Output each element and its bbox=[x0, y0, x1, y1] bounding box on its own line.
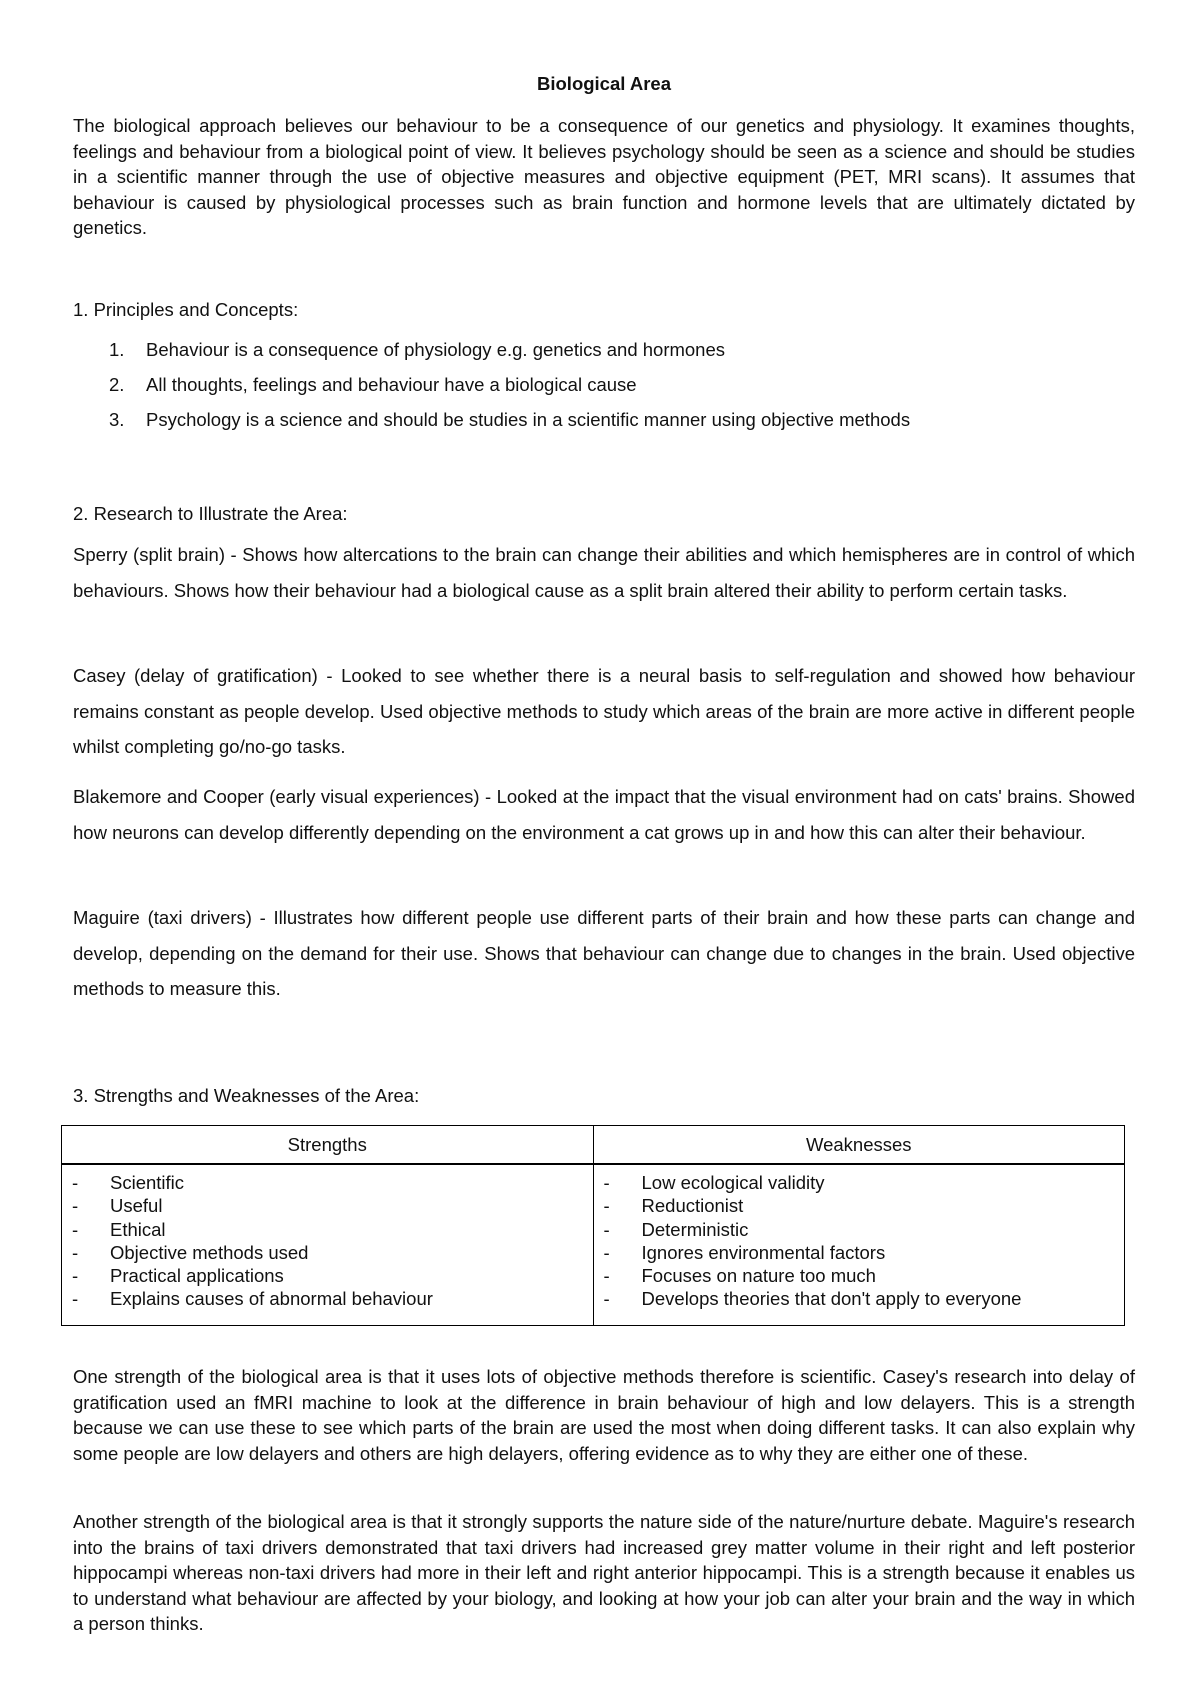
strength-item: - Objective methods used bbox=[72, 1241, 309, 1263]
section-1-heading: 1. Principles and Concepts: bbox=[73, 299, 299, 320]
weakness-item: - Reductionist bbox=[603, 1195, 744, 1217]
intro-paragraph: The biological approach believes our behaviour to be a consequence of our genetics and physiology. It examines thoughts, feelings and behaviour from a biological point of view. It believes psychology should be seen as a science and should be studies in a scientific manner through the use of objective measures and objective equipment (PET, MRI scans). It assumes that behaviour is caused by physiological processes such as brain function and hormone levels that are ultimately dictated by genetics. bbox=[73, 115, 1135, 238]
study-blakemore-cooper: Blakemore and Cooper (early visual experiences) - Looked at the impact that the visual environment had on cats' brains. Showed how neurons can develop differently depending on the environment a cat grows up in and how this can alter their behaviour. bbox=[73, 786, 1135, 843]
strengths-weaknesses-table bbox=[61, 1125, 1125, 1326]
study-maguire: Maguire (taxi drivers) - Illustrates how different people use different parts of their brain and how these parts can change and develop, depending on the demand for their use. Shows that behaviour can change due to changes in the brain. Used objective methods to measure this. bbox=[73, 907, 1135, 999]
weaknesses-list bbox=[594, 1171, 1125, 1311]
principle-item bbox=[73, 408, 910, 443]
weakness-item: - Deterministic bbox=[603, 1218, 749, 1240]
list-number: 1. bbox=[109, 339, 125, 360]
strengths-list bbox=[62, 1171, 593, 1311]
strength-paragraph-2: Another strength of the biological area is that it strongly supports the nature side of the nature/nurture debate. Maguire's research into the brains of taxi drivers demonstrated that taxi drivers had increased grey matter volume in their right and left posterior hippocampi whereas non-taxi drivers had more in their left and right anterior hippocampi. This is a strength because it enables us to understand what behaviour are affected by your biology, and looking at how your job can alter your brain and the way in which a person thinks. bbox=[73, 1511, 1135, 1634]
principle-text: All thoughts, feelings and behaviour have a biological cause bbox=[146, 374, 637, 395]
weakness-item: - Focuses on nature too much bbox=[603, 1265, 876, 1287]
strength-item: - Practical applications bbox=[72, 1265, 284, 1287]
principle-item bbox=[73, 338, 910, 373]
weaknesses-header: Weaknesses bbox=[593, 1126, 1125, 1165]
section-3-heading: 3. Strengths and Weaknesses of the Area: bbox=[73, 1085, 420, 1106]
list-number: 3. bbox=[109, 409, 125, 430]
document-title: Biological Area bbox=[537, 73, 671, 94]
strength-item: - Useful bbox=[72, 1195, 163, 1217]
strength-item: - Explains causes of abnormal behaviour bbox=[72, 1288, 433, 1310]
weakness-item: - Low ecological validity bbox=[603, 1172, 825, 1193]
strength-item: - Ethical bbox=[72, 1218, 166, 1240]
principle-text: Behaviour is a consequence of physiology e.g. genetics and hormones bbox=[146, 339, 726, 360]
list-number: 2. bbox=[109, 374, 125, 395]
principles-list bbox=[73, 338, 910, 443]
principle-text: Psychology is a science and should be studies in a scientific manner using objective methods bbox=[146, 409, 911, 430]
weaknesses-cell bbox=[593, 1164, 1125, 1325]
study-casey: Casey (delay of gratification) - Looked to see whether there is a neural basis to self-regulation and showed how behaviour remains constant as people develop. Used objective methods to study which areas of the brain are more active in different people whilst completing go/no-go tasks. bbox=[73, 665, 1135, 757]
strength-item: - Scientific bbox=[72, 1172, 185, 1193]
section-2-heading: 2. Research to Illustrate the Area: bbox=[73, 503, 348, 524]
strengths-header: Strengths bbox=[62, 1126, 594, 1165]
strengths-cell bbox=[62, 1164, 594, 1325]
weakness-item: - Develops theories that don't apply to everyone bbox=[603, 1288, 1022, 1310]
study-sperry: Sperry (split brain) - Shows how altercations to the brain can change their abilities and which hemispheres are in control of which behaviours. Shows how their behaviour had a biological cause as a split brain altered their ability to perform certain tasks. bbox=[73, 544, 1135, 601]
strength-paragraph-1: One strength of the biological area is that it uses lots of objective methods therefore is scientific. Casey's research into delay of gratification used an fMRI machine to look at the difference in brain behaviour of high and low delayers. This is a strength because we can use these to see which parts of the brain are used the most when doing different tasks. It can also explain why some people are low delayers and others are high delayers, offering evidence as to why they are either one of these. bbox=[73, 1366, 1135, 1464]
principle-item bbox=[73, 373, 910, 408]
weakness-item: - Ignores environmental factors bbox=[603, 1241, 886, 1263]
